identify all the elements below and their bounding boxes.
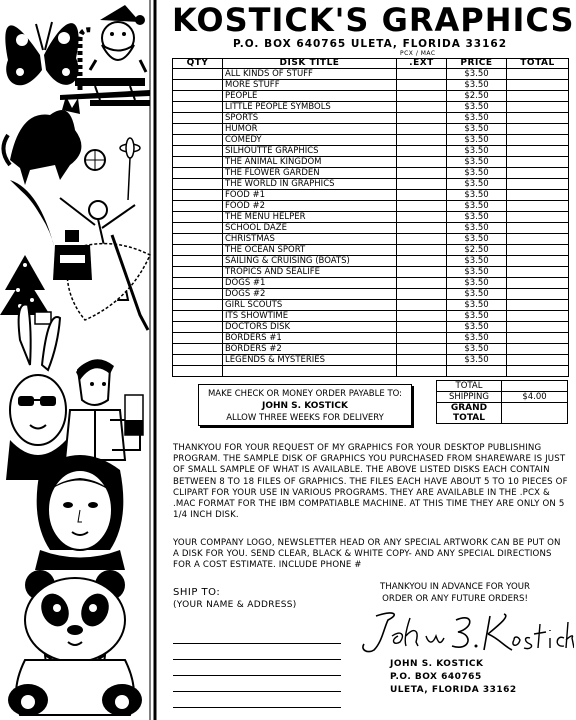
ext-cell[interactable] [397,179,447,190]
ext-cell[interactable] [397,102,447,113]
disk-title-cell: FOOD #2 [223,201,397,212]
disk-title-cell: SPORTS [223,113,397,124]
qty-cell[interactable] [173,311,223,322]
order-row [173,267,569,278]
price-cell: $3.50 [447,223,507,234]
price-cell: $3.50 [447,124,507,135]
price-cell: $3.50 [447,157,507,168]
price-cell: $2.50 [447,245,507,256]
order-table [172,58,569,377]
qty-cell[interactable] [173,201,223,212]
price-cell: $3.50 [447,355,507,366]
ext-cell[interactable] [397,234,447,245]
disk-title-cell: BORDERS #1 [223,333,397,344]
line-total-cell[interactable] [507,234,569,245]
order-row [173,190,569,201]
price-cell: $3.50 [447,69,507,80]
line-total-cell[interactable] [507,322,569,333]
line-total-cell[interactable] [507,300,569,311]
price-cell [447,366,507,377]
total-value[interactable] [502,381,568,392]
order-row [173,289,569,300]
closing-thanks-line1: THANKYOU IN ADVANCE FOR YOUR [380,582,530,592]
order-row [173,344,569,355]
order-row [173,201,569,212]
ext-cell[interactable] [397,124,447,135]
line-total-cell[interactable] [507,278,569,289]
line-total-cell[interactable] [507,212,569,223]
ship-to-address-lines [173,628,341,708]
order-row [173,179,569,190]
order-row [173,212,569,223]
ext-format-note: PCX / MAC [400,50,436,57]
grand-total-label [437,403,502,424]
shipping-label: SHIPPING [437,392,502,403]
ext-cell[interactable] [397,267,447,278]
ext-cell[interactable] [397,278,447,289]
order-row [173,91,569,102]
line-total-cell[interactable] [507,190,569,201]
grand-total-value[interactable] [502,403,568,424]
order-row [173,355,569,366]
delivery-note: ALLOW THREE WEEKS FOR DELIVERY [226,413,384,423]
total-column-header: TOTAL [507,59,569,69]
line-total-cell[interactable] [507,69,569,80]
line-total-cell[interactable] [507,344,569,355]
disk-title-cell: THE MENU HELPER [223,212,397,223]
qty-cell[interactable] [173,267,223,278]
qty-cell[interactable] [173,333,223,344]
order-row [173,124,569,135]
order-row [173,245,569,256]
ext-cell[interactable] [397,201,447,212]
grand-total-label-line2: TOTAL [453,413,485,423]
disk-title-cell [223,366,397,377]
grand-total-row [437,403,568,424]
intro-paragraph: THANKYOU FOR YOUR REQUEST OF MY GRAPHICS FOR YOUR DESKTOP PUBLISHING PROGRAM. THE SAMPLE DISK OF GRAPHICS YOU PURCHASED FROM SHAREWARE IS JUST OF SMALL SAMPLE OF WHAT IS AVAILABLE. THE ABOVE LISTED DISKS EACH CONTAIN BETWEEN 8 TO 18 FILES OF GRAPHICS. THE FILES EACH HAVE ABOUT 5 TO 10 PIECES OF CLIPART FOR YOUR USE IN VARIOUS PROGRAMS. THEY ARE AVAILABLE IN THE .PCX & .MAC FORMAT FOR THE IBM COMPATIABLE MACHINE. AT THIS TIME THEY ARE ONLY ON 5 1/4 INCH DISK. [173,443,568,521]
order-row [173,80,569,91]
ext-cell[interactable] [397,245,447,256]
qty-cell[interactable] [173,245,223,256]
price-cell: $3.50 [447,168,507,179]
company-address: P.O. BOX 640765 ULETA, FLORIDA 33162 [232,38,508,50]
disk-title-cell: THE WORLD IN GRAPHICS [223,179,397,190]
qty-cell[interactable] [173,223,223,234]
line-total-cell[interactable] [507,80,569,91]
ext-cell[interactable] [397,80,447,91]
price-cell: $3.50 [447,344,507,355]
closing-thanks [358,581,552,605]
price-cell: $2.50 [447,91,507,102]
qty-cell[interactable] [173,278,223,289]
total-row [437,381,568,392]
qty-cell[interactable] [173,190,223,201]
order-row [173,135,569,146]
price-cell: $3.50 [447,201,507,212]
order-row [173,102,569,113]
order-row [173,322,569,333]
disk-title-cell: THE FLOWER GARDEN [223,168,397,179]
shipping-row [437,392,568,403]
order-row [173,300,569,311]
order-row [173,168,569,179]
order-row [173,278,569,289]
price-column-header: PRICE [447,59,507,69]
ext-cell[interactable] [397,69,447,80]
disk-title-cell: LEGENDS & MYSTERIES [223,355,397,366]
payment-instructions [198,384,412,426]
totals-table [436,380,568,424]
disk-title-cell: THE OCEAN SPORT [223,245,397,256]
order-row [173,113,569,124]
ext-cell[interactable] [397,168,447,179]
disk-title-cell: TROPICS AND SEALIFE [223,267,397,278]
order-row [173,69,569,80]
ext-cell[interactable] [397,146,447,157]
page-title: KOSTICK'S GRAPHICS [172,1,575,39]
sender-block [390,658,517,697]
line-total-cell[interactable] [507,179,569,190]
line-total-cell[interactable] [507,113,569,124]
line-total-cell[interactable] [507,333,569,344]
line-total-cell[interactable] [507,256,569,267]
price-cell: $3.50 [447,179,507,190]
disk-title-cell: SILHOUTTE GRAPHICS [223,146,397,157]
price-cell: $3.50 [447,135,507,146]
disk-title-cell: LITTLE PEOPLE SYMBOLS [223,102,397,113]
sender-po-box: P.O. BOX 640765 [390,672,482,682]
qty-cell[interactable] [173,168,223,179]
ext-cell[interactable] [397,355,447,366]
ext-column-header: .EXT [397,59,447,69]
line-total-cell[interactable] [507,289,569,300]
price-cell: $3.50 [447,102,507,113]
order-row [173,366,569,377]
disk-title-cell: DOCTORS DISK [223,322,397,333]
payable-to-line: MAKE CHECK OR MONEY ORDER PAYABLE TO: [207,389,403,399]
disk-title-cell: ITS SHOWTIME [223,311,397,322]
ext-cell[interactable] [397,366,447,377]
qty-cell[interactable] [173,80,223,91]
disk-title-cell: FOOD #1 [223,190,397,201]
qty-column-header: QTY [173,59,223,69]
line-total-cell[interactable] [507,91,569,102]
ext-cell[interactable] [397,300,447,311]
qty-cell[interactable] [173,102,223,113]
line-total-cell[interactable] [507,146,569,157]
price-cell: $3.50 [447,333,507,344]
price-cell: $3.50 [447,300,507,311]
price-cell: $3.50 [447,80,507,91]
line-total-cell[interactable] [507,311,569,322]
qty-cell[interactable] [173,366,223,377]
line-total-cell[interactable] [507,201,569,212]
qty-cell[interactable] [173,300,223,311]
qty-cell[interactable] [173,69,223,80]
order-table-header [173,59,569,69]
order-row [173,234,569,245]
line-total-cell[interactable] [507,245,569,256]
order-row [173,223,569,234]
line-total-cell[interactable] [507,267,569,278]
disk-title-cell: SCHOOL DAZE [223,223,397,234]
price-cell: $3.50 [447,311,507,322]
line-total-cell[interactable] [507,223,569,234]
ext-cell[interactable] [397,113,447,124]
address-line[interactable] [173,628,341,644]
address-line[interactable] [173,692,341,708]
qty-cell[interactable] [173,157,223,168]
address-line[interactable] [173,644,341,660]
price-cell: $3.50 [447,146,507,157]
qty-cell[interactable] [173,234,223,245]
ext-cell[interactable] [397,135,447,146]
line-total-cell[interactable] [507,124,569,135]
line-total-cell[interactable] [507,366,569,377]
disk-title-column-header: DISK TITLE [223,59,397,69]
address-line[interactable] [173,676,341,692]
address-line[interactable] [173,660,341,676]
qty-cell[interactable] [173,91,223,102]
shipping-value: $4.00 [502,392,568,403]
order-row [173,146,569,157]
qty-cell[interactable] [173,355,223,366]
order-row [173,256,569,267]
qty-cell[interactable] [173,124,223,135]
sender-city: ULETA, FLORIDA 33162 [390,685,517,695]
qty-cell[interactable] [173,146,223,157]
qty-cell[interactable] [173,322,223,333]
line-total-cell[interactable] [507,157,569,168]
disk-title-cell: THE ANIMAL KINGDOM [223,157,397,168]
price-cell: $3.50 [447,256,507,267]
price-cell: $3.50 [447,212,507,223]
ext-cell[interactable] [397,223,447,234]
ext-cell[interactable] [397,311,447,322]
qty-cell[interactable] [173,113,223,124]
disk-title-cell: ALL KINDS OF STUFF [223,69,397,80]
ext-cell[interactable] [397,91,447,102]
price-cell: $3.50 [447,190,507,201]
disk-title-cell: CHRISTMAS [223,234,397,245]
line-total-cell[interactable] [507,102,569,113]
disk-title-cell: BORDERS #2 [223,344,397,355]
qty-cell[interactable] [173,344,223,355]
disk-title-cell: DOGS #1 [223,278,397,289]
ext-cell[interactable] [397,256,447,267]
disk-title-cell: SAILING & CRUISING (BOATS) [223,256,397,267]
grand-total-label-line1: GRAND [450,403,488,413]
total-label: TOTAL [437,381,502,392]
ext-cell[interactable] [397,212,447,223]
qty-cell[interactable] [173,289,223,300]
handwritten-signature [354,606,574,658]
order-row [173,311,569,322]
line-total-cell[interactable] [507,135,569,146]
ext-cell[interactable] [397,322,447,333]
payee-name: JOHN S. KOSTICK [261,401,348,411]
disk-title-cell: HUMOR [223,124,397,135]
ext-cell[interactable] [397,289,447,300]
disk-title-cell: COMEDY [223,135,397,146]
price-cell: $3.50 [447,234,507,245]
price-cell: $3.50 [447,289,507,300]
line-total-cell[interactable] [507,168,569,179]
order-table-body [173,69,569,377]
disk-title-cell: DOGS #2 [223,289,397,300]
price-cell: $3.50 [447,267,507,278]
closing-thanks-line2: ORDER OR ANY FUTURE ORDERS! [382,594,528,604]
ext-cell[interactable] [397,333,447,344]
ext-cell[interactable] [397,344,447,355]
order-row [173,157,569,168]
line-total-cell[interactable] [507,355,569,366]
order-row [173,333,569,344]
disk-title-cell: GIRL SCOUTS [223,300,397,311]
qty-cell[interactable] [173,212,223,223]
clipart-collage [0,0,158,720]
clipart-border [0,0,158,720]
price-cell: $3.50 [447,278,507,289]
ext-cell[interactable] [397,190,447,201]
sender-name: JOHN S. KOSTICK [390,659,484,669]
disk-title-cell: PEOPLE [223,91,397,102]
qty-cell[interactable] [173,179,223,190]
disk-title-cell: MORE STUFF [223,80,397,91]
custom-artwork-paragraph: YOUR COMPANY LOGO, NEWSLETTER HEAD OR ANY SPECIAL ARTWORK CAN BE PUT ON A DISK FOR YOU. SEND CLEAR, BLACK & WHITE COPY- AND ANY SPECIAL DIRECTIONS FOR A COST ESTIMATE. INCLUDE PHONE # [173,538,561,571]
ship-to-label: SHIP TO: [173,587,221,598]
ship-to-sublabel: (YOUR NAME & ADDRESS) [173,600,297,610]
price-cell: $3.50 [447,113,507,124]
qty-cell[interactable] [173,256,223,267]
qty-cell[interactable] [173,135,223,146]
ext-cell[interactable] [397,157,447,168]
price-cell: $3.50 [447,322,507,333]
